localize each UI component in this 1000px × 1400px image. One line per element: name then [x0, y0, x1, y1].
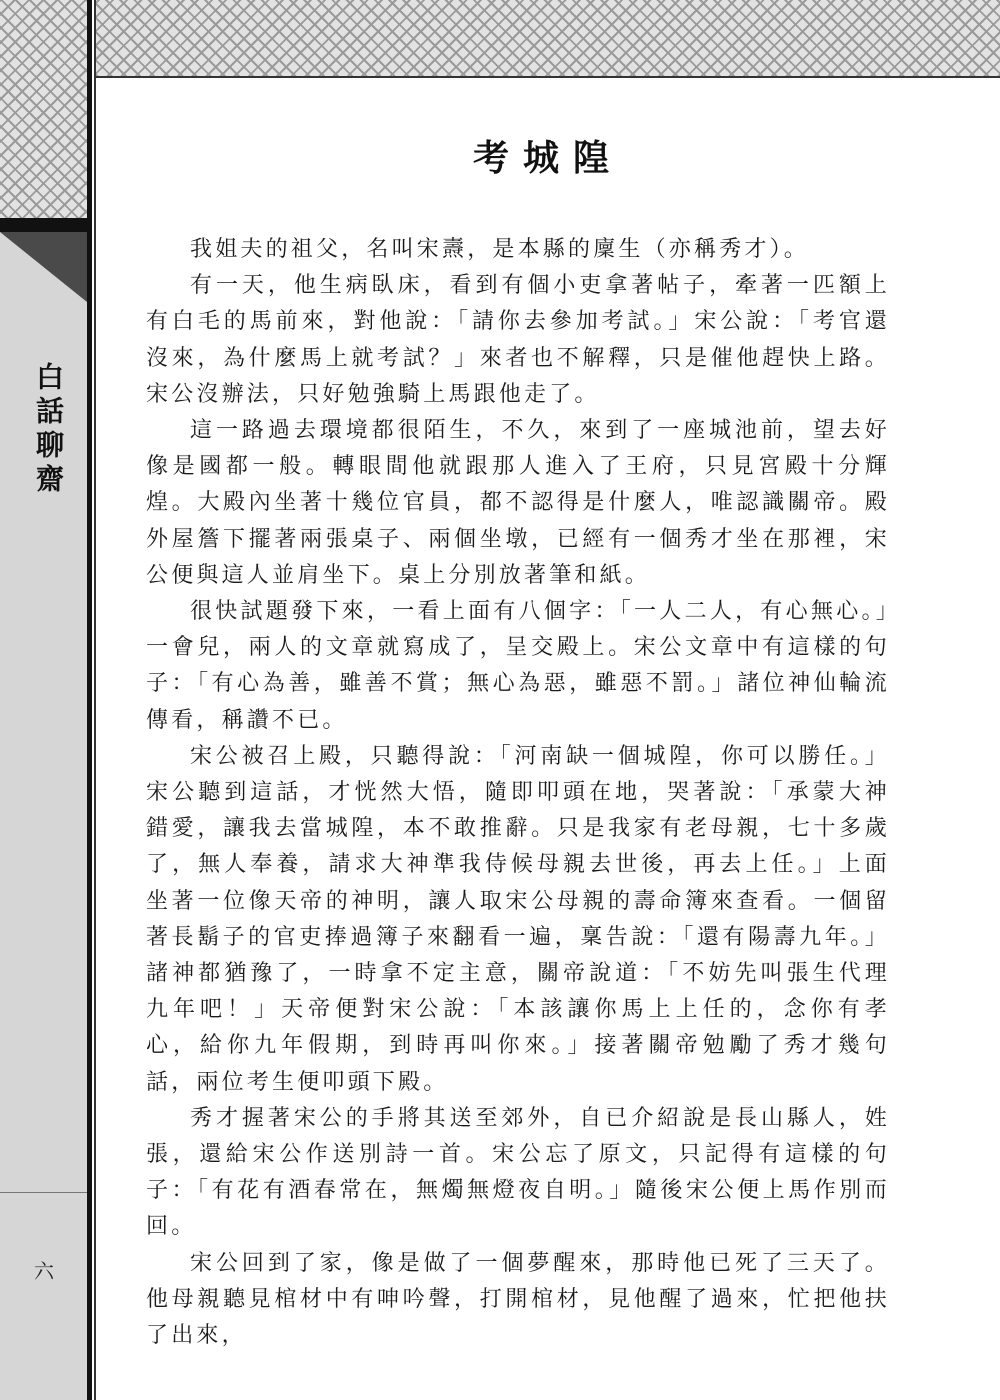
paragraph: 這一路過去環境都很陌生，不久，來到了一座城池前，望去好像是國都一般。轉眼間他就跟那人進入了王府，只見宮殿十分輝煌。大殿內坐著十幾位官員，都不認得是什麼人，唯認識關帝。殿外屋簷下擺著兩張桌子、兩個坐墩，已經有一個秀才坐在那裡，宋公便與這人並肩坐下。桌上分別放著筆和紙。: [146, 418, 890, 588]
paragraph: 有一天，他生病臥床，看到有個小吏拿著帖子，牽著一匹額上有白毛的馬前來，對他說：「請你去參加考試。」宋公說：「考官還沒來，為什麼馬上就考試？」來者也不解釋，只是催他趕快上路。宋公沒辦法，只好勉強騎上馬跟他走了。: [146, 273, 890, 407]
side-tab-top-bar: [0, 218, 87, 232]
side-tab-separator: [0, 1192, 87, 1193]
article-body: [146, 232, 890, 1354]
paragraph: 宋公回到了家，像是做了一個夢醒來，那時他已死了三天了。他母親聽見棺材中有呻吟聲，打開棺材，見他醒了過來，忙把他扶了出來，: [146, 1250, 890, 1349]
chapter-title: 考城隍: [472, 137, 623, 179]
side-tab-wedge: [0, 232, 87, 302]
book-title: 白話聊齋: [32, 362, 65, 498]
spine-line-thin: [94, 0, 96, 1400]
top-border-rule: [96, 76, 1000, 78]
paragraph: 很快試題發下來，一看上面有八個字：「一人二人，有心無心。」一會兒，兩人的文章就寫成了，呈交殿上。宋公文章中有這樣的句子：「有心為善，雖善不賞；無心為惡，雖惡不罰。」諸位神仙輪流傳看，稱讚不已。: [146, 599, 890, 733]
paragraph: 宋公被召上殿，只聽得說：「河南缺一個城隍，你可以勝任。」宋公聽到這話，才恍然大悟，隨即叩頭在地，哭著說：「承蒙大神錯愛，讓我去當城隍，本不敢推辭。只是我家有老母親，七十多歲了，無人奉養，請求大神準我侍候母親去世後，再去上任。」上面坐著一位像天帝的神明，讓人取宋公母親的壽命簿來查看。一個留著長鬍子的官吏捧過簿子來翻看一遍，稟告說：「還有陽壽九年。」諸神都猶豫了，一時拿不定主意，關帝說道：「不妨先叫張生代理九年吧！」天帝便對宋公說：「本該讓你馬上上任的，念你有孝心，給你九年假期，到時再叫你來。」接著關帝勉勵了秀才幾句話，兩位考生便叩頭下殿。: [146, 743, 890, 1095]
paragraph: 秀才握著宋公的手將其送至郊外，自已介紹說是長山縣人，姓張，還給宋公作送別詩一首。宋公忘了原文，只記得有這樣的句子：「有花有酒春常在，無燭無燈夜自明。」隨後宋公便上馬作別而回。: [146, 1105, 890, 1240]
page-number: 六: [34, 1259, 54, 1283]
paragraph: 我姐夫的祖父，名叫宋燾，是本縣的廩生（亦稱秀才）。: [190, 237, 810, 262]
spine-line-thick: [87, 0, 92, 1400]
top-border-pattern: [96, 0, 1000, 76]
